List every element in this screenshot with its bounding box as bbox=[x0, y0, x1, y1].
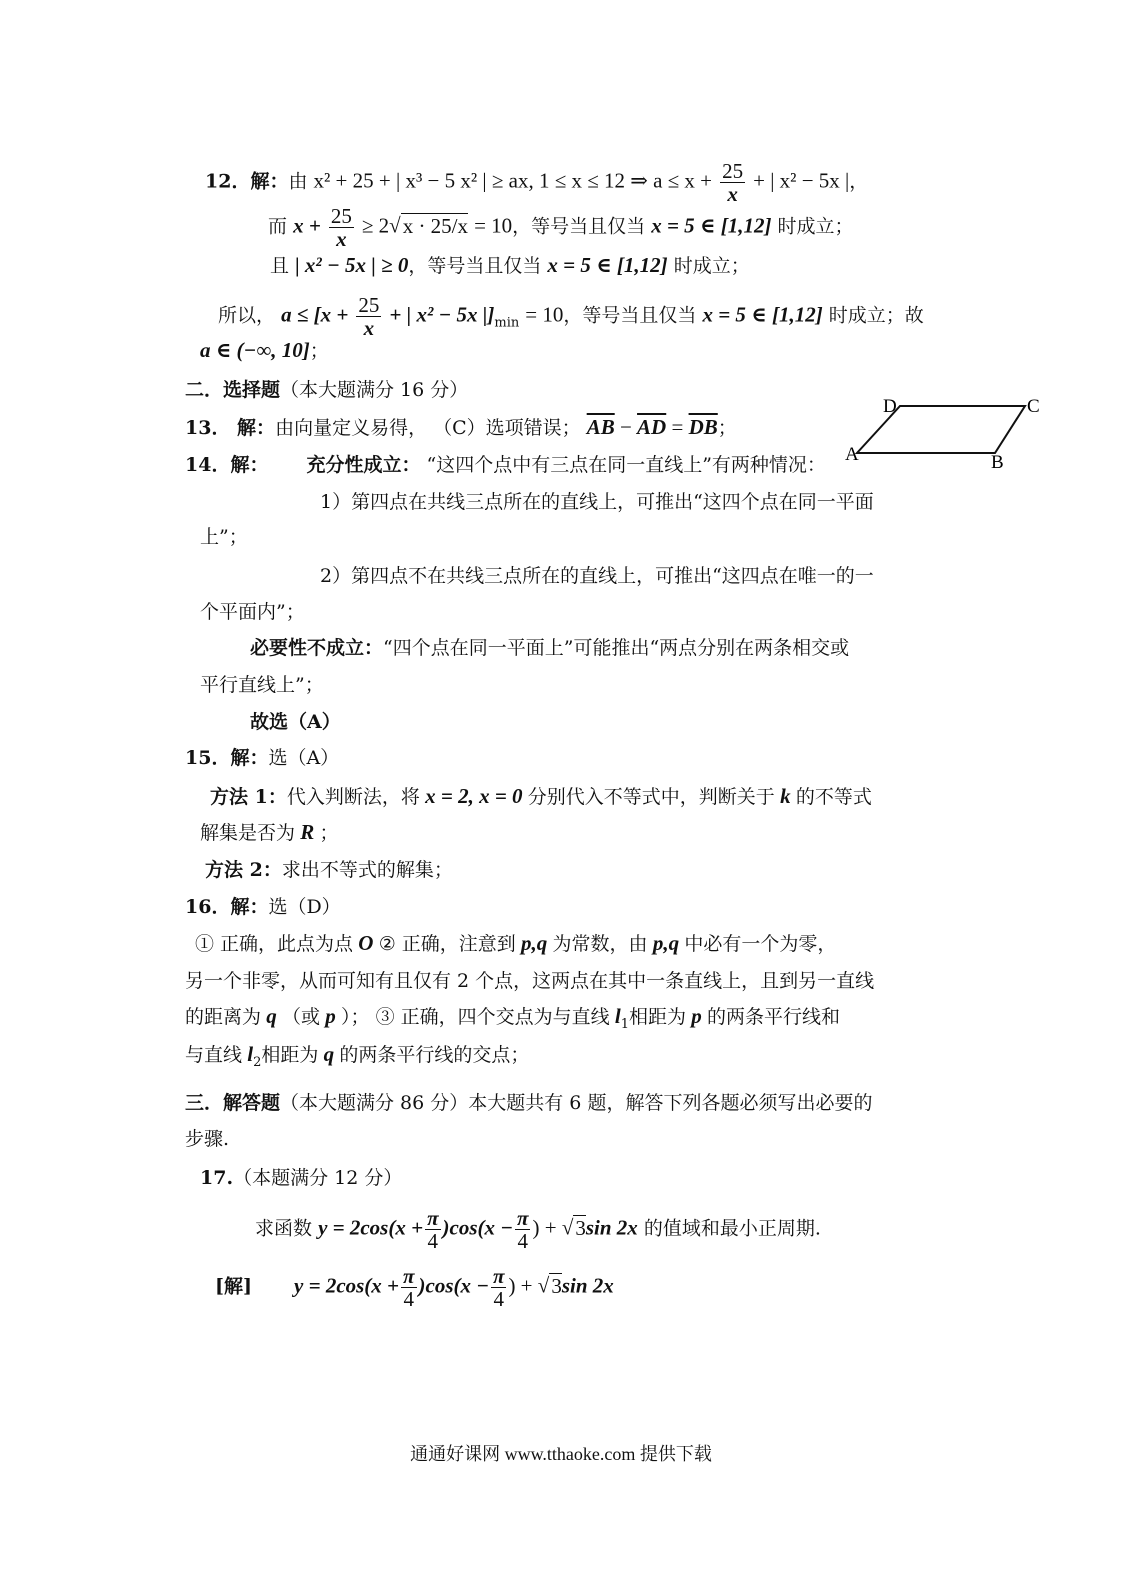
p12-line3 bbox=[270, 252, 750, 279]
p15-m1-d: 解集是否为 bbox=[200, 822, 296, 844]
p13-end: ； bbox=[717, 417, 737, 439]
p14-nec-title: 必要性不成立： bbox=[250, 637, 384, 659]
p14-suff-title: 充分性成立： bbox=[306, 454, 421, 476]
p14-case1-a: 1）第四点在共线三点所在的直线上，可推出“这四个点在同一平面 bbox=[320, 491, 874, 513]
p12-line4 bbox=[218, 294, 924, 339]
p16-l3-q: q bbox=[261, 1004, 283, 1028]
p16-l3-l1-sub: 1 bbox=[620, 1016, 629, 1032]
p16-l3-p: p bbox=[320, 1004, 342, 1028]
p13-text: 由向量定义易得， （C）选项错误； bbox=[275, 417, 581, 439]
p12-l1-end: ， bbox=[849, 170, 869, 193]
section2-heading bbox=[185, 377, 468, 403]
p17-q-math-c: ) + bbox=[532, 1215, 562, 1240]
p17-q-math-a: y = 2cos(x + bbox=[318, 1215, 424, 1240]
p12-l4-tail: ，等号当且仅当 bbox=[563, 304, 697, 327]
p15-m1-e: ； bbox=[319, 822, 339, 844]
p13-vec-ab: $\overline{AB}$ bbox=[586, 415, 615, 439]
p12-l4-text: 所以， bbox=[218, 304, 276, 327]
p13-vec-ad: $\overline{AD}$ bbox=[637, 415, 667, 439]
parallelogram-figure bbox=[845, 398, 1055, 473]
p17-q-math-d: sin 2x bbox=[585, 1215, 638, 1240]
p16-l1-c: 为常数，由 bbox=[552, 933, 648, 955]
p15-m1-c: 的不等式 bbox=[795, 786, 872, 808]
p12-l4-end: 时成立；故 bbox=[828, 304, 924, 327]
p17-solution: [解] y = 2cos(x + $\frac{\pi}{4}$ )cos(x − $\frac{\pi}{4}$ ) + √3sin 2x bbox=[215, 1264, 614, 1311]
p17-question: 求函数 y = 2cos(x + $\frac{\pi}{4}$ )cos(x − $\frac{\pi}{4}$ ) + √3sin 2x 的值域和最小正周期. bbox=[255, 1206, 821, 1253]
p16-line4 bbox=[185, 1041, 529, 1076]
section3-note: （本大题满分 86 分）本大题共有 6 题，解答下列各题必须写出必要的 bbox=[280, 1092, 873, 1114]
p12-l1-math-b: + | x² − 5x | bbox=[753, 168, 850, 193]
p14-case2-a: 2）第四点不在共线三点所在的直线上，可推出“这四点在唯一的一 bbox=[320, 565, 874, 587]
p16-l3-b: （或 bbox=[282, 1006, 321, 1028]
p16-l1-b: ② 正确，注意到 bbox=[378, 933, 516, 955]
p12-l3-math: | x² − 5x | ≥ 0 bbox=[295, 253, 409, 277]
p17-lead: 17. bbox=[200, 1167, 234, 1189]
p16-line2: 另一个非零，从而可知有且仅有 2 个点，这两点在其中一条直线上，且到另一直线 bbox=[185, 970, 875, 992]
p16-l3-a: 的距离为 bbox=[185, 1006, 262, 1028]
p15-choice: 选（A） bbox=[268, 747, 340, 769]
p17-sol-math-a: y = 2cos(x + bbox=[294, 1273, 400, 1298]
p17-sol-frac1: $\frac{\pi}{4}$ bbox=[403, 1264, 415, 1311]
p12-l4-frac: $\frac{25}{x}$ bbox=[358, 293, 380, 340]
p12-l2-math-b: ≥ 2 bbox=[361, 213, 390, 238]
p15-m1-b: 分别代入不等式中，判断关于 bbox=[527, 786, 775, 808]
p13-vec-db: $\overline{DB}$ bbox=[688, 415, 718, 439]
p12-l5-end: ； bbox=[309, 340, 329, 362]
p16-choice: 选（D） bbox=[268, 896, 341, 918]
p16-head bbox=[185, 894, 341, 920]
p12-l1-text: 由 bbox=[288, 170, 308, 193]
p12-l3-text: 且 bbox=[270, 255, 290, 277]
p15-method1-cont bbox=[200, 819, 339, 846]
p14-answer: 故选（A） bbox=[250, 711, 341, 733]
p16-l3-l1: l bbox=[609, 1004, 621, 1028]
p12-l3-tail: ，等号当且仅当 bbox=[408, 255, 542, 277]
p12-l1-math-a: x² + 25 + | x³ − 5 x² | ≥ ax, 1 ≤ x ≤ 12 ⇒ a ≤ x + bbox=[313, 168, 713, 193]
p12-l2-end: 时成立； bbox=[777, 215, 854, 238]
p12-l4-math-c: = 10 bbox=[525, 302, 564, 327]
p12-l2-cond: x = 5 ∈ [1,12] bbox=[651, 213, 772, 238]
section3-heading bbox=[185, 1090, 872, 1116]
p16-l1-d: 中必有一个为零， bbox=[684, 933, 837, 955]
p15-m1-r: R bbox=[295, 820, 320, 844]
p15-method2 bbox=[205, 857, 453, 883]
p17-sol-frac2: $\frac{\pi}{4}$ bbox=[492, 1264, 505, 1311]
p17-q-text: 求函数 bbox=[255, 1217, 313, 1240]
p12-l4-math-a: a ≤ [x + bbox=[281, 302, 349, 327]
p16-l4-l2: l bbox=[242, 1042, 254, 1066]
p12-line1 bbox=[205, 160, 868, 205]
p12-l2-tail: ，等号当且仅当 bbox=[512, 215, 646, 238]
p15-method1 bbox=[210, 783, 872, 810]
p12-l5-math: a ∈ (−∞, 10] bbox=[200, 338, 310, 362]
p16-line1 bbox=[195, 930, 836, 957]
p14-nec bbox=[250, 635, 849, 661]
p14-nec-a: “四个点在同一平面上”可能推出“两点分别在两条相交或 bbox=[383, 637, 850, 659]
section2-note: （本大题满分 16 分） bbox=[280, 379, 469, 401]
section3-note2: 步骤. bbox=[185, 1128, 230, 1150]
p12-l4-cond: x = 5 ∈ [1,12] bbox=[702, 302, 823, 327]
p13-minus: − bbox=[614, 415, 638, 439]
p16-l3-c: ）； ③ 正确，四个交点为与直线 bbox=[341, 1006, 610, 1028]
p15-m1-k: k bbox=[774, 784, 796, 808]
section3-title: 三．解答题 bbox=[185, 1092, 281, 1114]
p13-line bbox=[185, 414, 737, 441]
p17-note: （本题满分 12 分） bbox=[233, 1167, 403, 1189]
p15-lead: 15．解： bbox=[185, 747, 269, 769]
p12-l4-sub: min bbox=[494, 315, 520, 331]
p15-m2-text: 求出不等式的解集； bbox=[281, 859, 453, 881]
p12-line5 bbox=[200, 337, 329, 364]
p16-l3-e: 的两条平行线和 bbox=[707, 1006, 841, 1028]
p15-head bbox=[185, 745, 339, 771]
p13-eq: = bbox=[666, 415, 689, 439]
p12-l2-sqrt: x · 25/x bbox=[402, 213, 469, 238]
p16-line3 bbox=[185, 1003, 840, 1038]
p17-sol-math-c: ) + bbox=[508, 1273, 538, 1298]
p16-lead: 16．解： bbox=[185, 896, 269, 918]
p12-l2-frac: $\frac{25}{x}$ bbox=[330, 204, 352, 251]
p17-head bbox=[200, 1165, 402, 1191]
p13-lead: 13． 解： bbox=[185, 417, 276, 439]
p16-l4-q: q bbox=[318, 1042, 340, 1066]
p14-lead: 14．解： bbox=[185, 454, 269, 476]
p12-l2-math-a: x + bbox=[293, 213, 321, 238]
p17-sol-math-d: sin 2x bbox=[561, 1273, 614, 1298]
p16-l4-b: 相距为 bbox=[261, 1044, 319, 1066]
p16-l1-a: ① 正确，此点为点 bbox=[195, 933, 354, 955]
label-c: C bbox=[1027, 398, 1040, 417]
p16-l1-pq2: p,q bbox=[647, 931, 685, 955]
page-footer: 通通好课网 www.tthaoke.com 提供下载 bbox=[410, 1444, 712, 1464]
p16-l4-l2-sub: 2 bbox=[253, 1054, 262, 1070]
label-b: B bbox=[991, 452, 1004, 473]
p16-l1-pq: p,q bbox=[515, 931, 553, 955]
p17-q-sqrt3: 3 bbox=[575, 1215, 586, 1240]
p17-q-frac1: $\frac{\pi}{4}$ bbox=[427, 1206, 439, 1253]
p16-l3-p2: p bbox=[686, 1004, 708, 1028]
p12-l2-math-c: = 10 bbox=[474, 213, 513, 238]
label-a: A bbox=[845, 444, 859, 465]
p12-line2: 而 x + $\frac{25}{x}$ ≥ 2√x · 25/x = 10，等号当且仅当 x = 5 ∈ [1,12] 时成立； bbox=[268, 204, 854, 251]
p14-suff-text: “这四个点中有三点在同一直线上”有两种情况： bbox=[420, 454, 826, 476]
p15-m2-title: 方法 2： bbox=[205, 859, 282, 881]
p15-m1-math: x = 2, x = 0 bbox=[419, 784, 528, 808]
p12-l1-frac: $\frac{25}{x}$ bbox=[722, 159, 744, 206]
p17-q-math-b: )cos(x − bbox=[442, 1215, 513, 1240]
p16-l4-c: 的两条平行线的交点； bbox=[339, 1044, 530, 1066]
p15-m1-a: 代入判断法，将 bbox=[286, 786, 420, 808]
p14-case1-b: 上”； bbox=[200, 526, 248, 548]
p17-sol-math-b: )cos(x − bbox=[418, 1273, 489, 1298]
p12-l3-cond: x = 5 ∈ [1,12] bbox=[547, 253, 668, 277]
p14-nec-b: 平行直线上”； bbox=[200, 674, 324, 696]
p17-q-tail: 的值域和最小正周期. bbox=[643, 1217, 821, 1240]
section2-title: 二．选择题 bbox=[185, 379, 281, 401]
p14-line1 bbox=[185, 452, 826, 478]
label-d: D bbox=[883, 398, 897, 417]
p17-sol-label: [解] bbox=[215, 1275, 252, 1298]
p16-l3-d: 相距为 bbox=[629, 1006, 687, 1028]
p15-m1-title: 方法 1： bbox=[210, 786, 287, 808]
p12-l4-math-b: + | x² − 5x |] bbox=[389, 302, 495, 327]
p16-l4-a: 与直线 bbox=[185, 1044, 243, 1066]
p14-case2-b: 个平面内”； bbox=[200, 601, 305, 623]
p17-q-frac2: $\frac{\pi}{4}$ bbox=[517, 1206, 529, 1253]
p12-lead: 12．解： bbox=[205, 170, 289, 193]
p17-sol-sqrt3: 3 bbox=[551, 1273, 562, 1298]
p16-l1-o: O bbox=[353, 931, 379, 955]
p12-l3-end: 时成立； bbox=[673, 255, 750, 277]
p12-l2-text: 而 bbox=[268, 215, 288, 238]
